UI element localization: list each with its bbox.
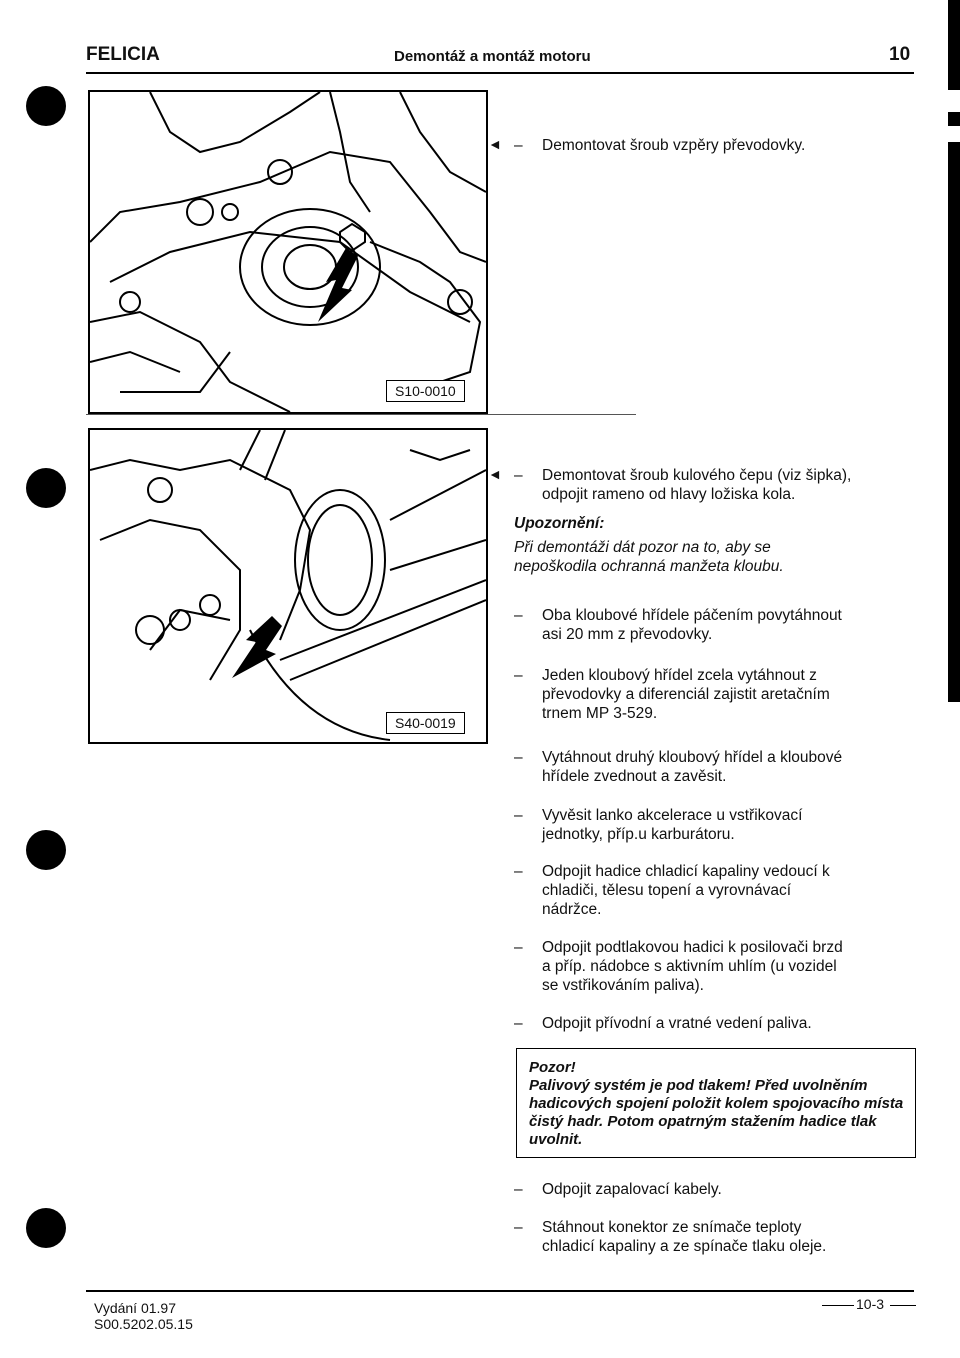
warning-text: Při demontáži dát pozor na to, aby se nepoškodila ochranná manžeta kloubu. [514,539,784,575]
header-page-number: 10 [889,44,911,65]
instruction-step: – Stáhnout konektor ze snímače teploty chladicí kapaliny a ze spínače tlaku oleje. [514,1219,827,1255]
figure-label: S10-0010 [386,380,465,402]
pointer-arrow-icon: ◄ [488,466,502,482]
figure-label: S40-0019 [386,712,465,734]
instruction-step: – Demontovat šroub kulového čepu (viz šipka), odpojit rameno od hlavy ložiska kola. [514,467,852,503]
pointer-arrow-icon: ◄ [488,136,502,152]
header-rule [86,72,914,74]
scan-edge-bar [948,112,960,126]
binder-hole [26,86,66,126]
header-section: Demontáž a montáž motoru [394,48,591,65]
figure-illustration [90,92,486,412]
binder-hole [26,1208,66,1248]
footer-code: S00.5202.05.15 [94,1316,193,1332]
figure-separator [86,414,636,415]
instruction-step: – Vyvěsit lanko akcelerace u vstřikovací jednotky, příp.u karburátoru. [514,807,803,843]
footer-page-line [890,1305,916,1306]
footer-page: 10-3 [856,1296,885,1312]
figure-s10-0010 [88,90,488,414]
instruction-step: – Vytáhnout druhý kloubový hřídel a kloubové hřídele zvednout a zavěsit. [514,749,843,785]
scan-edge-bar [948,0,960,90]
instruction-step: – Odpojit zapalovací kabely. [514,1181,722,1198]
instruction-step: – Odpojit podtlakovou hadici k posilovači brzd a příp. nádobce s aktivním uhlím (u vozidel se vstřikováním paliva). [514,939,843,994]
instruction-step: – Odpojit hadice chladicí kapaliny vedoucí k chladiči, tělesu topení a vyrovnávací nádržce. [514,863,830,918]
footer-rule [86,1290,914,1292]
binder-hole [26,468,66,508]
instruction-step: – Demontovat šroub vzpěry převodovky. [514,137,806,154]
figure-illustration [90,430,486,742]
scan-edge-bar [948,142,960,702]
instruction-step: – Jeden kloubový hřídel zcela vytáhnout z převodovky a diferenciál zajistit aretačním trnem MP 3-529. [514,667,830,722]
caution-title: Pozor! [529,1059,576,1076]
footer-page-line [822,1305,854,1306]
caution-text: Palivový systém je pod tlakem! Před uvolněním hadicových spojení položit kolem spojovacího místa čistý hadr. Potom opatrným stažením hadice tlak uvolnit. [529,1077,904,1148]
instruction-step: – Odpojit přívodní a vratné vedení paliva. [514,1015,812,1032]
binder-hole [26,830,66,870]
figure-s40-0019 [88,428,488,744]
footer-edition: Vydání 01.97 [94,1300,176,1316]
instruction-step: – Oba kloubové hřídele páčením povytáhnout asi 20 mm z převodovky. [514,607,842,643]
header-title: FELICIA [86,44,160,65]
caution-box [516,1048,916,1158]
warning-title: Upozornění: [514,515,605,532]
